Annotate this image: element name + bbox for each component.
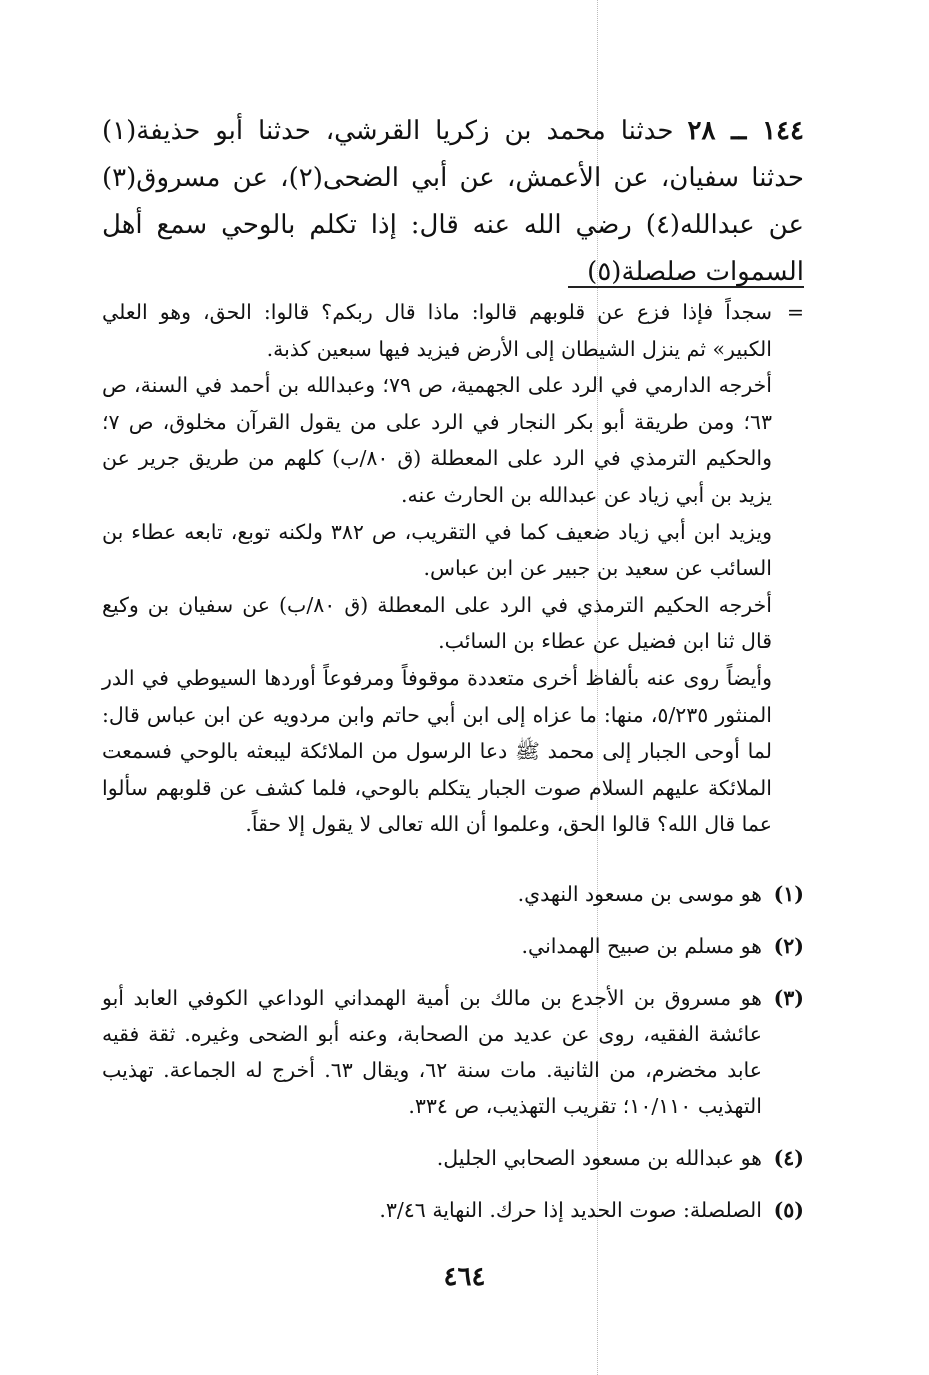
footnotes-list (102, 876, 804, 1244)
footnote (102, 928, 804, 964)
note-text: سجداً فإذا فزع عن قلوبهم قالوا: ماذا قال ربكم؟ قالوا: الحق، وهو العلي الكبير» ثم ينزل الشيطان إلى الأرض فيزيد فيها سبعين كذبة. (102, 300, 772, 361)
footnote (102, 1140, 804, 1176)
main-hadith-text (102, 108, 804, 296)
footnote-separator (568, 286, 804, 288)
note-paragraph: أخرجه الحكيم الترمذي في الرد على المعطلة (ق ٨٠/ب) عن سفيان بن وكيع قال ثنا ابن فضيل عن عطاء بن السائب. (102, 592, 772, 654)
continuation-mark: = (786, 300, 804, 324)
page-number: ٤٦٤ (443, 1262, 486, 1292)
footnote (102, 876, 804, 912)
note-paragraph: ويزيد ابن أبي زياد ضعيف كما في التقريب، ص ٣٨٢ ولكنه توبع، تابعه عطاء بن السائب عن سعيد بن جبير عن ابن عباس. (102, 519, 772, 581)
footnote-text: الصلصلة: صوت الحديد إذا حرك. النهاية ٣/٤٦. (379, 1198, 762, 1222)
footnote-text: هو موسى بن مسعود النهدي. (517, 882, 762, 906)
hadith-number: ١٤٤ ــ ٢٨ (687, 116, 804, 146)
continued-notes (102, 294, 804, 843)
footnote (102, 1192, 804, 1228)
footnote-number: (٥) (773, 1198, 804, 1222)
note-paragraph: أخرجه الدارمي في الرد على الجهمية، ص ٧٩؛ وعبدالله بن أحمد في السنة، ص ٦٣؛ ومن طريقة أبو بكر النجار في الرد على من يقول القرآن مخلوق، ص ٧؛ والحكيم الترمذي في الرد على المعطلة (ق ٨٠/ب) كلهم من طريق جرير عن يزيد بن أبي زياد عن عبدالله بن الحارث عنه. (102, 373, 772, 507)
hadith-body: حدثنا محمد بن زكريا القرشي، حدثنا أبو حذيفة(١) حدثنا سفيان، عن الأعمش، عن أبي الضحى(٢)، عن مسروق(٣) عن عبدالله(٤) رضي الله عنه قال: إذا تكلم بالوحي سمع أهل السموات صلصلة(٥) (102, 116, 804, 287)
footnote-text: هو مسلم بن صبيح الهمداني. (521, 934, 762, 958)
footnote-number: (٢) (773, 934, 804, 958)
note-paragraph (102, 294, 804, 367)
footnote-number: (٣) (773, 986, 804, 1010)
footnote-text: هو مسروق بن الأجدع بن مالك بن أمية الهمداني الوداعي الكوفي العابد أبو عائشة الفقيه، روى عن عديد من الصحابة، وعنه أبو الضحى وغيره. ثقة فقيه عابد مخضرم، من الثانية. مات سنة ٦٢، ويقال ٦٣. أخرج له الجماعة. تهذيب التهذيب ١٠/١١٠؛ تقريب التهذيب، ص ٣٣٤. (102, 986, 763, 1118)
footnote-text: هو عبدالله بن مسعود الصحابي الجليل. (436, 1146, 762, 1170)
footnote (102, 980, 804, 1124)
note-paragraph: وأيضاً روى عنه بألفاظ أخرى متعددة موقوفاً ومرفوعاً أوردها السيوطي في الدر المنثور ٥/٢٣٥، منها: ما عزاه إلى ابن أبي حاتم وابن مردويه عن ابن عباس قال: لما أوحى الجبار إلى محمد ﷺ دعا الرسول من الملائكة ليبعثه بالوحي فسمعت الملائكة عليهم السلام صوت الجبار يتكلم بالوحي، فلما كشف عن قلوبهم سألوا عما قال الله؟ قالوا الحق، وعلموا أن الله تعالى لا يقول إلا حقاً. (102, 665, 773, 837)
footnote-number: (٤) (773, 1146, 804, 1170)
footnote-number: (١) (773, 882, 804, 906)
